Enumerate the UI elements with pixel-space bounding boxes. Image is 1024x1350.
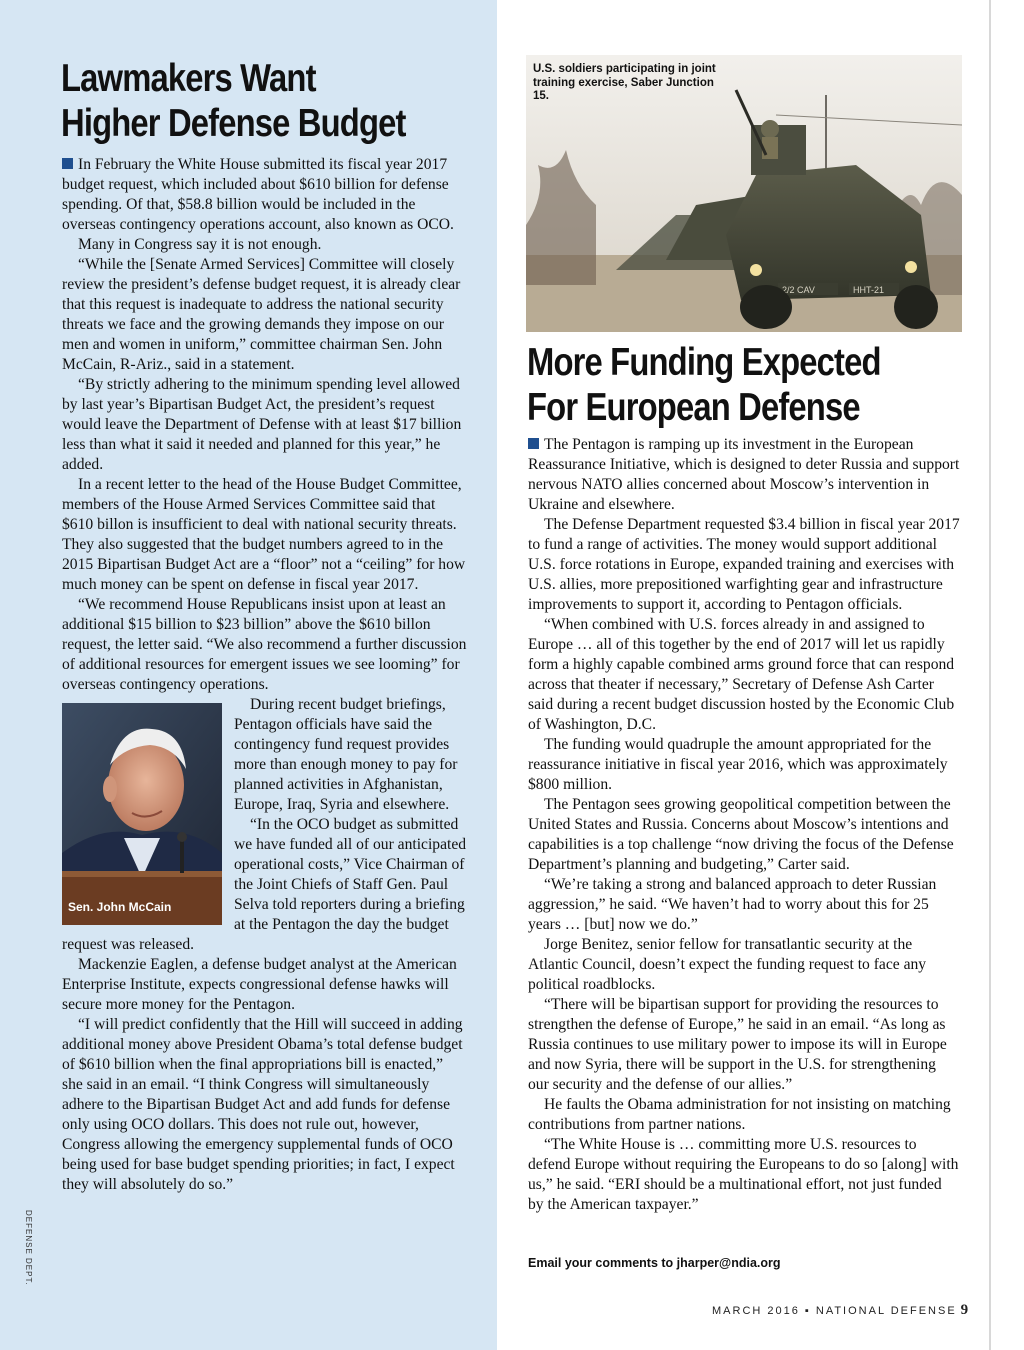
vehicle-marking-right: HHT-21 — [853, 285, 885, 295]
page-footer — [712, 1302, 968, 1319]
left-paragraph: “In the OCO budget as submitted we have funded all of our anticipated operational costs,” Vice Chairman of the Joint Chiefs of Staff Gen. Paul Selva told reporters during a briefing at the Pentagon the day the budget request was released. — [62, 816, 467, 953]
right-paragraph: “We’re taking a strong and balanced approach to deter Russian aggression,” he said. “We haven’t had to worry about this for 25 years … [but] now we do.” — [528, 876, 937, 933]
left-paragraph: “I will predict confidently that the Hill will succeed in adding additional money above President Obama’s total defense budget of $610 billion when the final appropriations bill is enacted,” she said in an email. “I think Congress will simultaneously adhere to the Bipartisan Budget Act and add funds for defense only using OCO dollars. This does not rule out, however, Congress allowing the emergency supplemental funds of OCO being used for base budget spending priorities; in fact, I expect they will absolutely do so.” — [62, 1016, 463, 1193]
footer-issue: MARCH 2016 ▪ NATIONAL DEFENSE — [712, 1305, 957, 1317]
mccain-photo — [62, 703, 222, 925]
right-paragraph: “The White House is … committing more U.S. resources to defend Europe without requiring the Europeans to do so [along] with us,” he said. “ERI should be a multinational effort, not just funded by the American taxpayer.” — [528, 1136, 959, 1213]
right-paragraph: “There will be bipartisan support for providing the resources to strengthen the defense of Europe,” he said in an email. “As long as Russia continues to use military power to impose its will in Europe and now Syria, there will be support in the U.S. for strengthening our security and the defense of our allies.” — [528, 996, 947, 1093]
right-headline-line-1: More Funding Expected — [527, 341, 881, 384]
left-paragraph: Many in Congress say it is not enough. — [78, 236, 322, 253]
soldier-photo-caption: U.S. soldiers participating in joint training exercise, Saber Junction 15. — [533, 63, 716, 102]
right-paragraph: The funding would quadruple the amount appropriated for the reassurance initiative in fiscal year 2016, which was approximately $800 million. — [528, 736, 948, 793]
right-paragraph: The Pentagon is ramping up its investment in the European Reassurance Initiative, which is designed to deter Russia and support nervous NATO allies concerned about Moscow’s intervention in Ukraine and elsewhere. — [528, 436, 960, 513]
right-paragraph: The Defense Department requested $3.4 billion in fiscal year 2017 to fund a range of activities. The money would support additional U.S. force rotations in Europe, expanded training and exercises with U.S. allies, more prepositioned warfighting gear and infrastructure improvements to support it, according to Pentagon officials. — [528, 516, 960, 613]
left-paragraph: “By strictly adhering to the minimum spending level allowed by last year’s Bipartisan Budget Act, the president’s request would leave the Department of Defense with at least $17 billion less than what it said it needed and planned for this year,” he added. — [62, 376, 462, 473]
right-paragraph: The Pentagon sees growing geopolitical competition between the United States and Russia. Concerns about Moscow’s intentions and capabilities is a top challenge “now driving the focus of the Defense Department’s planning and budgeting,” Carter said. — [528, 796, 954, 873]
left-paragraph: “While the [Senate Armed Services] Committee will closely review the president’s defense budget request, it is already clear that this request is inadequate to address the national security threats we face and the growing demands they impose on our men and women in uniform,” committee chairman Sen. John McCain, R-Ariz., said in a statement. — [62, 256, 461, 373]
right-article-headline — [527, 340, 997, 430]
right-paragraph: Jorge Benitez, senior fellow for transatlantic security at the Atlantic Council, doesn’t expect the funding request to face any political roadblocks. — [528, 936, 927, 993]
section-bullet-icon — [62, 158, 73, 169]
section-bullet-icon — [528, 438, 539, 449]
right-paragraph: “When combined with U.S. forces already in and assigned to Europe … all of this together by the end of 2017 will let us rapidly form a highly capable combined arms ground force that can respond across that theater if necessary,” Secretary of Defense Ash Carter said during a recent budget discussion hosted by the Economic Club of Washington, D.C. — [528, 616, 955, 733]
mccain-photo-caption: Sen. John McCain — [68, 900, 172, 914]
mccain-photo-frame — [62, 703, 222, 925]
left-paragraph: In February the White House submitted its fiscal year 2017 budget request, which included about $610 billion for defense spending. Of that, $58.8 billion would be included in the overseas contingency operations account, also known as OCO. — [62, 156, 454, 233]
left-paragraph: In a recent letter to the head of the House Budget Committee, members of the House Armed Services Committee said that $610 billon is insufficient to deal with national security threats. They also suggested that the budget numbers agreed to in the 2015 Bipartisan Budget Act are a “floor” not a “ceiling” for how much money can be spent on defense in fiscal year 2017. — [62, 476, 466, 593]
vehicle-marking-left: 2/2 CAV — [782, 285, 815, 295]
right-paragraph: He faults the Obama administration for not insisting on matching contributions from partner nations. — [528, 1096, 951, 1133]
page-number: 9 — [960, 1302, 969, 1318]
left-paragraph: Mackenzie Eaglen, a defense budget analyst at the American Enterprise Institute, expects congressional defense hawks will secure more money for the Pentagon. — [62, 956, 457, 1013]
email-comments-line: Email your comments to jharper@ndia.org — [528, 1256, 781, 1270]
left-paragraph: “We recommend House Republicans insist upon at least an additional $15 billion to $23 billion” above the $610 billon request, the letter said. “We also recommend a further discussion of additional resources for emergent issues we see looming” for overseas contingency operations. — [62, 596, 467, 693]
right-headline-line-2: For European Defense — [527, 386, 860, 429]
page-edge-rule — [989, 0, 991, 1350]
left-article-body — [62, 155, 467, 1195]
left-headline-line-1: Lawmakers Want — [61, 57, 316, 100]
left-paragraph: During recent budget briefings, Pentagon officials have said the contingency fund request provides more than enough money to pay for planned activities in Afghanistan, Europe, Iraq, Syria and elsewhere. — [234, 696, 458, 813]
right-article-body — [528, 435, 960, 1215]
photo-credit: DEFENSE DEPT. — [24, 1210, 33, 1286]
left-article-headline — [61, 56, 498, 146]
left-headline-line-2: Higher Defense Budget — [61, 102, 406, 145]
